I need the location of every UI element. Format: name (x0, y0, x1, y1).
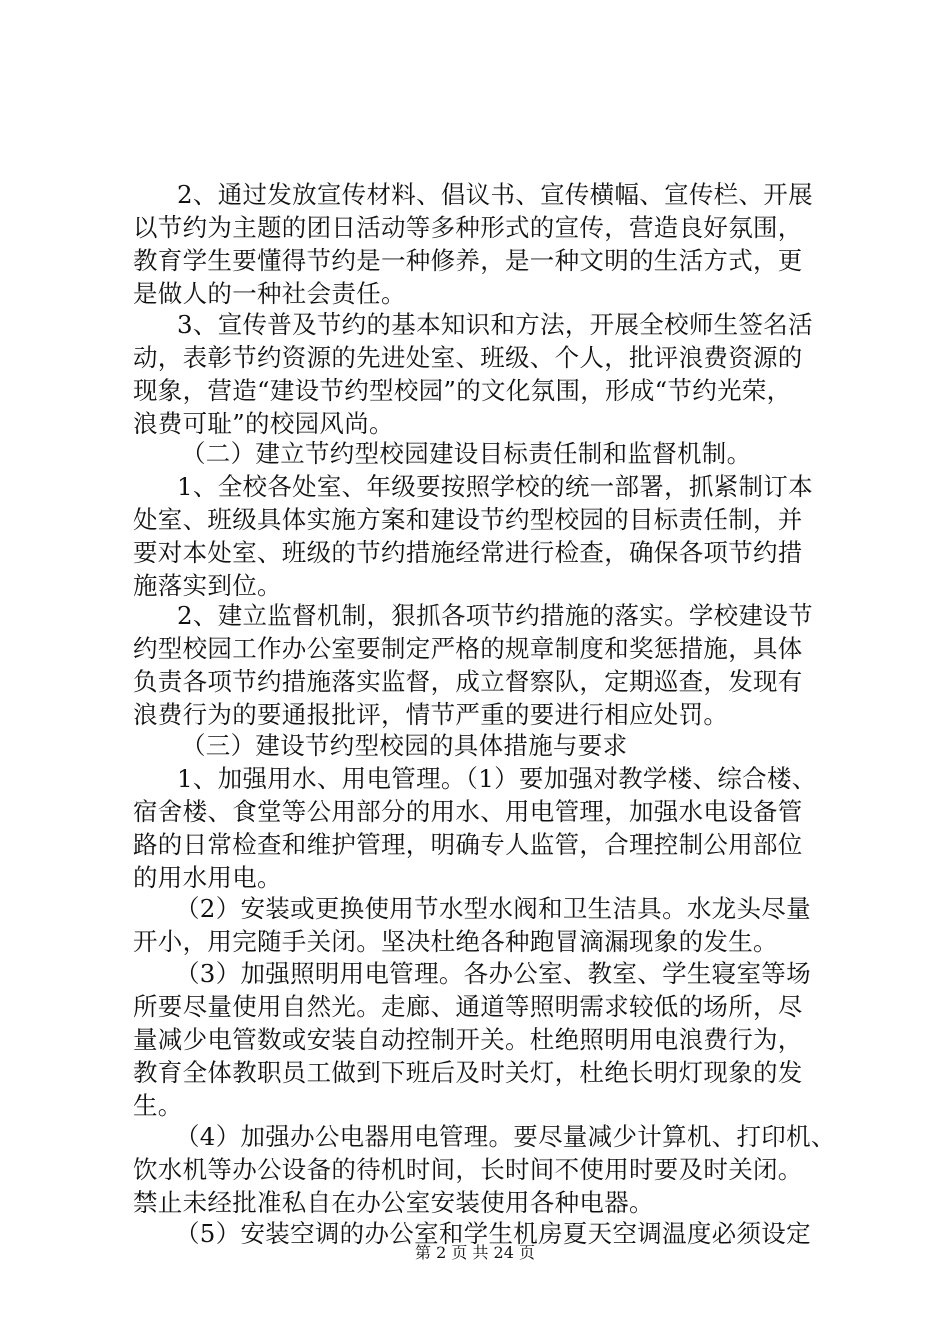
text-line: 1、加强用水、用电管理。（1）要加强对教学楼、综合楼、 (177, 764, 817, 793)
text-line: 负责各项节约措施落实监督，成立督察队，定期巡查，发现有 (133, 667, 803, 696)
page-number-footer: 第 2 页 共 24 页 (415, 1243, 535, 1262)
text-line: 开小，用完随手关闭。坚决杜绝各种跑冒滴漏现象的发生。 (133, 927, 778, 956)
text-line: 饮水机等办公设备的待机时间，长时间不使用时要及时关闭。 (133, 1155, 803, 1184)
text-line: 所要尽量使用自然光。走廊、通道等照明需求较低的场所，尽 (133, 992, 803, 1021)
text-line: 教育全体教职员工做到下班后及时关灯，杜绝长明灯现象的发 (133, 1058, 803, 1087)
text-line: 路的日常检查和维护管理，明确专人监管，合理控制公用部位 (133, 830, 803, 859)
text-line: 浪费可耻”的校园风尚。 (133, 409, 394, 438)
text-line: （3）加强照明用电管理。各办公室、教室、学生寝室等场 (175, 959, 811, 988)
text-line: 教育学生要懂得节约是一种修养，是一种文明的生活方式，更 (133, 246, 803, 275)
text-line: 生。 (133, 1091, 183, 1120)
text-line: （2）安装或更换使用节水型水阀和卫生洁具。水龙头尽量 (175, 894, 811, 923)
text-line: 要对本处室、班级的节约措施经常进行检查，确保各项节约措 (133, 538, 803, 567)
text-line: 1、全校各处室、年级要按照学校的统一部署，抓紧制订本 (177, 472, 813, 501)
text-line: 2、建立监督机制，狠抓各项节约措施的落实。学校建设节 (177, 601, 813, 630)
text-line: 浪费行为的要通报批评，情节严重的要进行相应处罚。 (133, 700, 729, 729)
text-line: 禁止未经批准私自在办公室安装使用各种电器。 (133, 1188, 654, 1217)
text-line: （5）安装空调的办公室和学生机房夏天空调温度必须设定 (175, 1219, 811, 1248)
text-line: （4）加强办公电器用电管理。要尽量减少计算机、打印机、 (175, 1122, 836, 1151)
section-heading: （三）建设节约型校园的具体措施与要求 (181, 731, 628, 760)
text-line: 处室、班级具体实施方案和建设节约型校园的目标责任制，并 (133, 505, 803, 534)
text-line: 动，表彰节约资源的先进处室、班级、个人，批评浪费资源的 (133, 343, 803, 372)
text-line: 量减少电管数或安装自动控制开关。杜绝照明用电浪费行为， (133, 1025, 803, 1054)
text-line: 3、宣传普及节约的基本知识和方法，开展全校师生签名活 (177, 310, 813, 339)
text-line: 2、通过发放宣传材料、倡议书、宣传横幅、宣传栏、开展 (177, 180, 813, 209)
text-line: 是做人的一种社会责任。 (133, 279, 406, 308)
text-line: 现象，营造“建设节约型校园”的文化氛围，形成“节约光荣， (133, 376, 792, 405)
text-line: 约型校园工作办公室要制定严格的规章制度和奖惩措施，具体 (133, 634, 803, 663)
text-line: 的用水用电。 (133, 863, 282, 892)
section-heading: （二）建立节约型校园建设目标责任制和监督机制。 (181, 439, 752, 468)
text-line: 宿舍楼、食堂等公用部分的用水、用电管理，加强水电设备管 (133, 797, 803, 826)
text-line: 施落实到位。 (133, 571, 282, 600)
text-line: 以节约为主题的团日活动等多种形式的宣传，营造良好氛围， (133, 213, 803, 242)
